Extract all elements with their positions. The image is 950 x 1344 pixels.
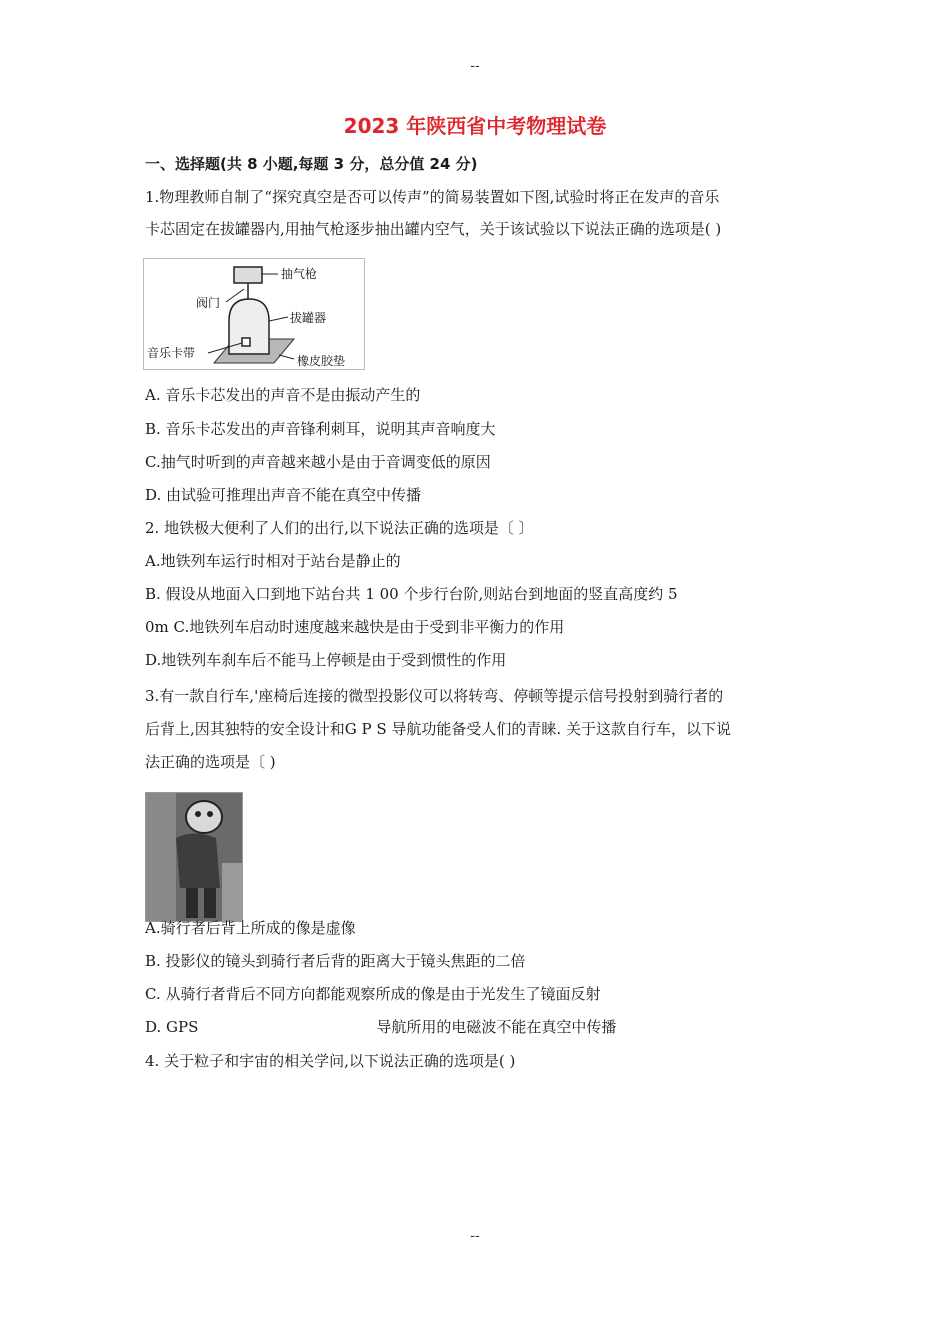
q4-stem: 4. 关于粒子和宇宙的相关学问,以下说法正确的选项是( ) [145, 1052, 516, 1070]
music-card-shape [242, 338, 250, 346]
q1-stem-line1: 1.物理教师自制了“探究真空是否可以传声”的简易装置如下图,试验时将正在发声的音乐 [145, 188, 720, 206]
q3-option-d-suffix: 导航所用的电磁波不能在真空中传播 [376, 1018, 617, 1036]
q3-option-c: C. 从骑行者背后不同方向都能观察所成的像是由于光发生了镜面反射 [145, 985, 601, 1003]
q2-option-c: 0m C.地铁列车启动时速度越来越快是由于受到非平衡力的作用 [145, 618, 565, 636]
label-valve: 阀门 [196, 296, 221, 310]
label-pump: 抽气枪 [281, 267, 318, 281]
footer-mark: -- [470, 1228, 480, 1244]
q3-option-a: A.骑行者后背上所成的像是虚像 [145, 919, 356, 937]
page-title: 2023 年陕西省中考物理试卷 [343, 114, 607, 138]
label-rubber-pad: 橡皮胶垫 [297, 354, 346, 368]
q2-option-a: A.地铁列车运行时相对于站台是静止的 [145, 552, 401, 570]
q3-option-d [145, 1016, 815, 1038]
q2-stem: 2. 地铁极大便利了人们的出行,以下说法正确的选项是〔 〕 [145, 519, 534, 537]
q1-apparatus-figure [143, 258, 365, 370]
q3-stem-line1: 3.有一款自行车,'座椅后连接的微型投影仪可以将转弯、停顿等提示信号投射到骑行者的 [145, 687, 724, 705]
q3-stem-line3: 法正确的选项是〔 ) [145, 753, 276, 771]
q2-option-b: B. 假设从地面入口到地下站台共 1 00 个步行台阶,则站台到地面的竖直高度约 5 [145, 585, 678, 603]
q3-bicycle-photo [145, 792, 243, 922]
label-jar: 拔罐器 [290, 311, 327, 325]
q1-option-d: D. 由试验可推理出声音不能在真空中传播 [145, 486, 422, 504]
q3-option-d-prefix: D. GPS [145, 1018, 199, 1036]
q1-option-a: A. 音乐卡芯发出的声音不是由振动产生的 [145, 386, 421, 404]
q3-option-b: B. 投影仪的镜头到骑行者后背的距离大于镜头焦距的二倍 [145, 952, 526, 970]
section-heading: 一、选择题(共 8 小题,每题 3 分，总分值 24 分) [145, 155, 478, 173]
q3-stem-line2: 后背上,因其独特的安全设计和G P S 导航功能备受人们的青睐. 关于这款自行车，以下说 [145, 720, 731, 738]
q1-option-c: C.抽气时听到的声音越来越小是由于音调变低的原因 [145, 453, 491, 471]
bicycle-photo-art [146, 793, 242, 921]
q1-stem-line2: 卡芯固定在拔罐器内,用抽气枪逐步抽出罐内空气，关于该试验以下说法正确的选项是( ) [145, 220, 722, 238]
pump-shape [234, 267, 262, 283]
label-music-card: 音乐卡带 [147, 346, 196, 360]
q1-option-b: B. 音乐卡芯发出的声音锋利刺耳，说明其声音响度大 [145, 420, 496, 438]
q2-option-d: D.地铁列车刹车后不能马上停顿是由于受到惯性的作用 [145, 651, 507, 669]
apparatus-diagram [144, 259, 364, 369]
header-mark: -- [470, 58, 480, 74]
